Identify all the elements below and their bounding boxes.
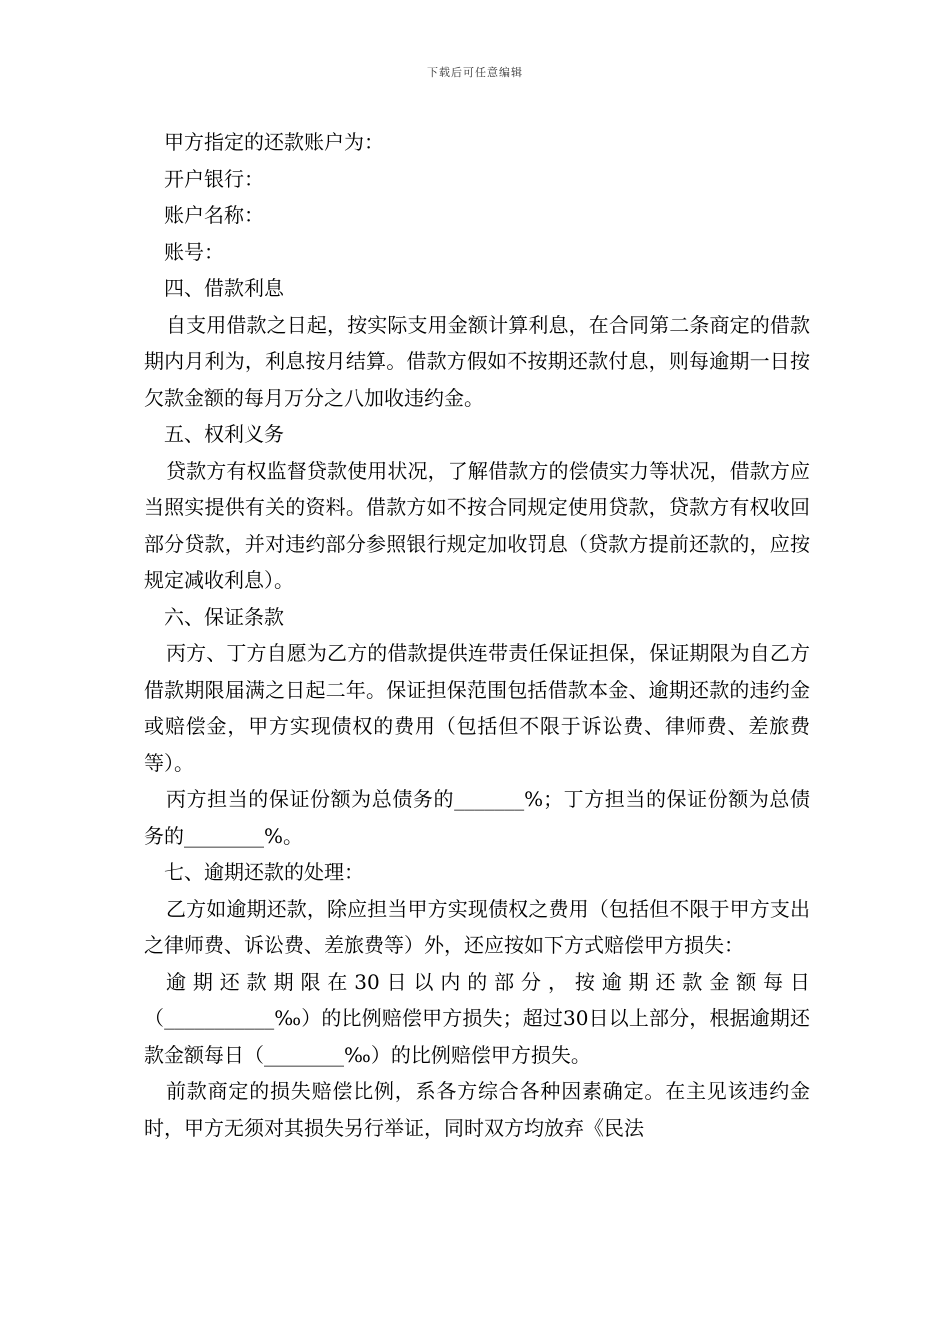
- section-heading-interest: 四、借款利息: [164, 276, 284, 300]
- paragraph-overdue-rate: 逾期还款期限在30日以内的部分，按逾期还款金额每日（___________‰）的比例赔偿甲方损失；超过30日以上部分，根据逾期还款金额每日（________‰）的比例赔偿甲方损失。: [144, 969, 810, 1067]
- paragraph-guarantee: 丙方、丁方自愿为乙方的借款提供连带责任保证担保，保证期限为自乙方借款期限届满之日起二年。保证担保范围包括借款本金、逾期还款的违约金或赔偿金，甲方实现债权的费用（包括但不限于诉讼费、律师费、差旅费等）。: [144, 641, 810, 775]
- paragraph-interest: 自支用借款之日起，按实际支用金额计算利息，在合同第二条商定的借款期内月利为，利息按月结算。借款方假如不按期还款付息，则每逾期一日按欠款金额的每月万分之八加收违约金。: [144, 312, 810, 410]
- section-heading-guarantee: 六、保证条款: [164, 604, 284, 629]
- paragraph-overdue: 乙方如逾期还款，除应担当甲方实现债权之费用（包括但不限于甲方支出之律师费、诉讼费、差旅费等）外，还应按如下方式赔偿甲方损失：: [144, 896, 810, 957]
- paragraph-account-name: 账户名称：: [164, 203, 264, 227]
- section-heading-overdue: 七、逾期还款的处理：: [164, 860, 364, 884]
- paragraph-guarantee-share: 丙方担当的保证份额为总债务的_______%；丁方担当的保证份额为总债务的________%。: [144, 787, 810, 848]
- paragraph-rights: 贷款方有权监督贷款使用状况，了解借款方的偿债实力等状况，借款方应当照实提供有关的资料。借款方如不按合同规定使用贷款，贷款方有权收回部分贷款，并对违约部分参照银行规定加收罚息（贷款方提前还款的，应按规定减收利息）。: [144, 458, 810, 592]
- paragraph-penalty-ratio: 前款商定的损失赔偿比例，系各方综合各种因素确定。在主见该违约金时，甲方无须对其损失另行举证，同时双方均放弃《民法: [144, 1079, 810, 1140]
- paragraph-account-number: 账号：: [164, 239, 224, 264]
- paragraph-bank: 开户银行：: [164, 166, 264, 191]
- section-heading-rights: 五、权利义务: [164, 422, 284, 446]
- page-header-note: 下载后可任意编辑: [427, 66, 523, 79]
- paragraph-repayment-account: 甲方指定的还款账户为：: [164, 130, 384, 154]
- document-body: [144, 124, 810, 1146]
